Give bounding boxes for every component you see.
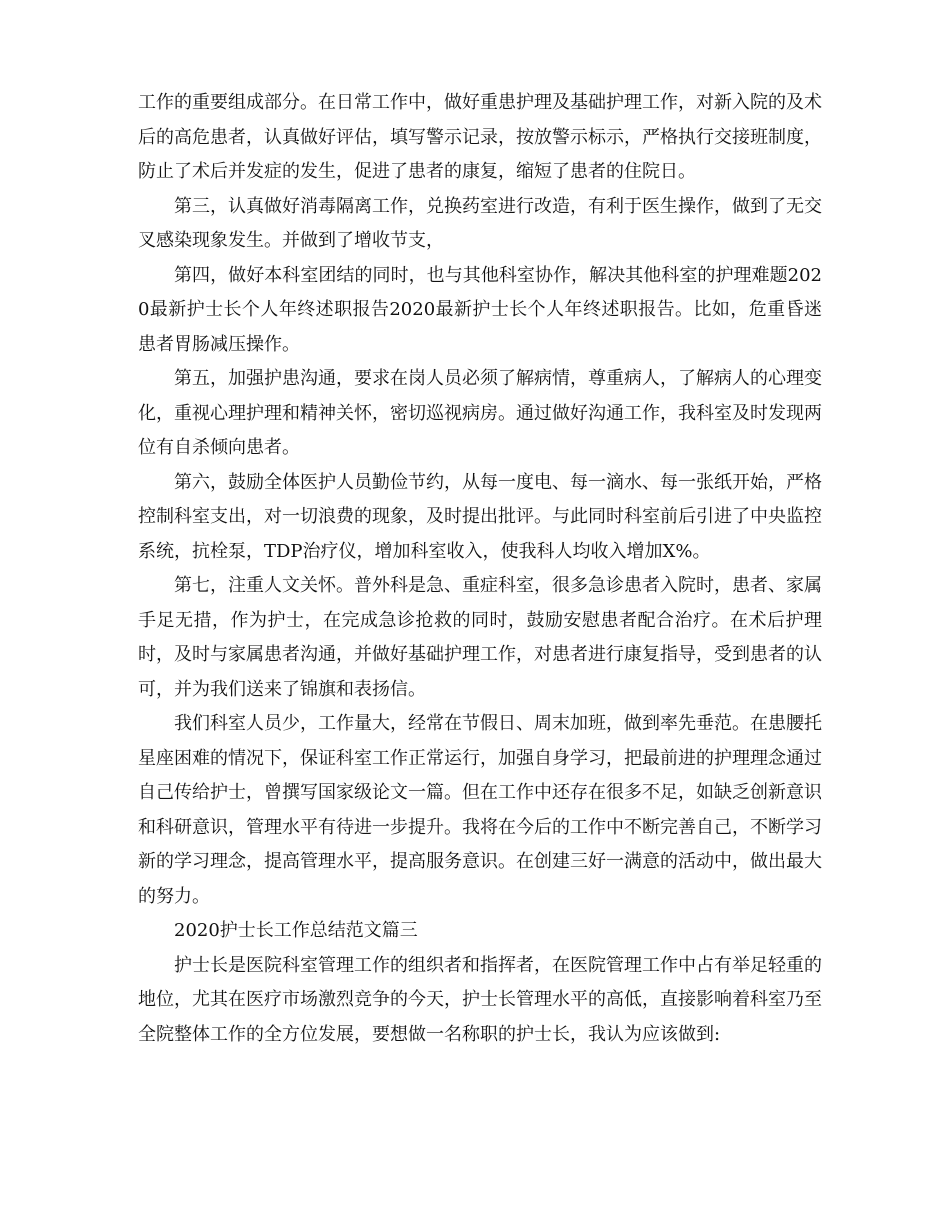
- paragraph-summary: 我们科室人员少，工作量大，经常在节假日、周末加班，做到率先垂范。在患腰托星座困难的情况下，保证科室工作正常运行，加强自身学习，把最前进的护理理念通过自己传给护士，曾撰写国家级论文一篇。但在工作中还存在很多不足，如缺乏创新意识和科研意识，管理水平有待进一步提升。我将在今后的工作中不断完善自己，不断学习新的学习理念，提高管理水平，提高服务意识。在创建三好一满意的活动中，做出最大的努力。: [138, 713, 822, 907]
- paragraph-third-point: 第三，认真做好消毒隔离工作，兑换药室进行改造，有利于医生操作，做到了无交叉感染现象发生。并做到了增收节支，: [138, 195, 822, 251]
- paragraph-continuation: 工作的重要组成部分。在日常工作中，做好重患护理及基础护理工作，对新入院的及术后的高危患者，认真做好评估，填写警示记录，按放警示标示，严格执行交接班制度，防止了术后并发症的发生，促进了患者的康复，缩短了患者的住院日。: [138, 92, 822, 182]
- paragraph-seventh-point: 第七，注重人文关怀。普外科是急、重症科室，很多急诊患者入院时，患者、家属手足无措，作为护士，在完成急诊抢救的同时，鼓励安慰患者配合治疗。在术后护理时，及时与家属患者沟通，并做好基础护理工作，对患者进行康复指导，受到患者的认可，并为我们送来了锦旗和表扬信。: [138, 575, 822, 700]
- paragraph-fifth-point: 第五，加强护患沟通，要求在岗人员必须了解病情，尊重病人，了解病人的心理变化，重视心理护理和精神关怀，密切巡视病房。通过做好沟通工作，我科室及时发现两位有自杀倾向患者。: [138, 368, 822, 458]
- paragraph-fourth-point: 第四，做好本科室团结的同时，也与其他科室协作，解决其他科室的护理难题2020最新护士长个人年终述职报告2020最新护士长个人年终述职报告。比如，危重昏迷患者胃肠减压操作。: [138, 264, 822, 355]
- document-body: [138, 86, 822, 1052]
- section-heading: 2020护士长工作总结范文篇三: [174, 920, 418, 941]
- paragraph-intro: 护士长是医院科室管理工作的组织者和指挥者，在医院管理工作中占有举足轻重的地位，尤其在医疗市场激烈竞争的今天，护士长管理水平的高低，直接影响着科室乃至全院整体工作的全方位发展，要想做一名称职的护士长，我认为应该做到:: [138, 954, 822, 1045]
- paragraph-sixth-point: 第六，鼓励全体医护人员勤俭节约，从每一度电、每一滴水、每一张纸开始，严格控制科室支出，对一切浪费的现象，及时提出批评。与此同时科室前后引进了中央监控系统，抗栓泵，TDP治疗仪，增加科室收入，使我科人均收入增加X%。: [138, 471, 822, 562]
